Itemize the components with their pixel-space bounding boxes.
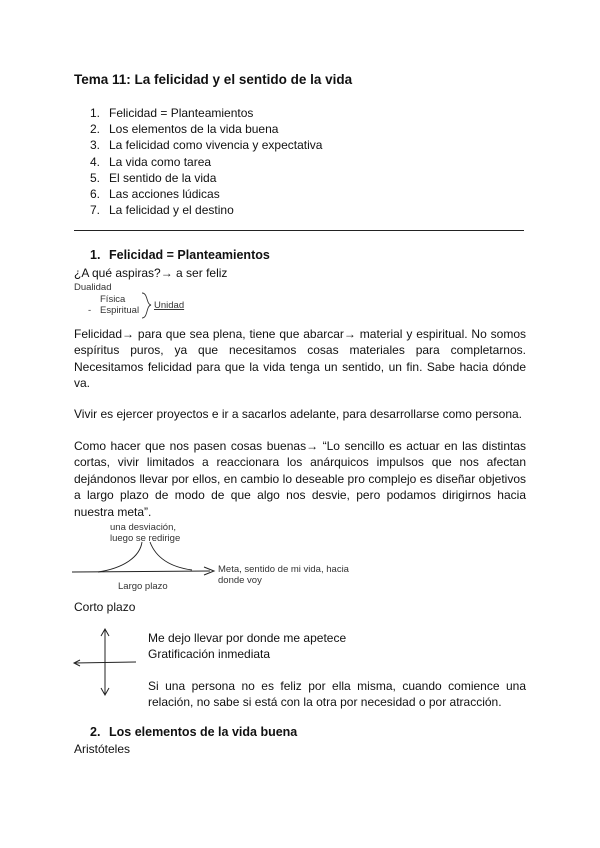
longterm-arrow-sketch bbox=[70, 540, 220, 582]
toc-item: 7. La felicidad y el destino bbox=[90, 203, 234, 218]
toc-item: 3. La felicidad como vivencia y expectativa bbox=[90, 138, 323, 153]
question-line: ¿A qué aspiras?→ a ser feliz bbox=[74, 266, 228, 280]
toc-item: 2. Los elementos de la vida buena bbox=[90, 122, 279, 137]
section-heading-2: 2. Los elementos de la vida buena bbox=[90, 725, 298, 739]
aristoteles-label: Aristóteles bbox=[74, 742, 131, 756]
corto-plazo-label: Corto plazo bbox=[74, 600, 136, 614]
paragraph-como-hacer: Como hacer que nos pasen cosas buenas→ “Lo sencillo es actuar en las distintas cortas, vivir limitados a reaccionara los anárquicos impulsos que nos afectan dejándonos llevar por ellos, en cambio lo deseable pro complejo es diseñar objetivos a largo plazo de modo de que algo nos desvie, pero podamos dirigirnos hacia nuestra meta”. bbox=[74, 439, 526, 519]
toc-item: 5. El sentido de la vida bbox=[90, 170, 217, 185]
diagram-label-fisica: Física bbox=[100, 294, 126, 305]
diagram-label-dualidad: Dualidad bbox=[74, 282, 112, 293]
diagram-dash: - bbox=[88, 305, 92, 316]
diagram-label-espiritual: Espiritual bbox=[100, 305, 140, 316]
cross-text-2: Gratificación inmediata bbox=[148, 647, 271, 661]
cross-arrows-sketch bbox=[70, 626, 140, 698]
diagram-label-unidad: Unidad bbox=[154, 300, 185, 311]
page-title: Tema 11: La felicidad y el sentido de la vida bbox=[74, 72, 353, 87]
toc-item: 6. Las acciones lúdicas bbox=[90, 187, 220, 202]
horizontal-divider bbox=[74, 230, 524, 231]
toc-item: 4. La vida como tarea bbox=[90, 154, 212, 169]
cross-text-1: Me dejo llevar por donde me apetece bbox=[148, 631, 347, 645]
sketch-label-meta-2: donde voy bbox=[218, 575, 262, 586]
sketch-label-desviacion-2: luego se redirige bbox=[110, 533, 181, 544]
toc-item: 1. Felicidad = Planteamientos bbox=[90, 106, 254, 120]
sketch-label-largo-plazo: Largo plazo bbox=[118, 581, 168, 592]
table-of-contents bbox=[90, 105, 322, 218]
paragraph-felicidad: Felicidad→ para que sea plena, tiene que abarcar→ material y espiritual. No somos espíritus puros, ya que necesitamos cosas materiales para completarnos. Necesitamos felicidad para que la vida tenga un sentido, un fin. Sabe hacia dónde va. bbox=[74, 327, 526, 391]
diagram-brace bbox=[140, 292, 154, 320]
paragraph-relacion: Si una persona no es feliz por ella misma, cuando comience una relación, no sabe si está con la otra por necesidad o por atracción. bbox=[148, 679, 526, 710]
sketch-label-desviacion-1: una desviación, bbox=[110, 522, 177, 533]
paragraph-vivir: Vivir es ejercer proyectos e ir a sacarlos adelante, para desarrollarse como persona. bbox=[74, 407, 522, 421]
sketch-label-meta-1: Meta, sentido de mi vida, hacia bbox=[218, 564, 349, 575]
section-heading-1: 1. Felicidad = Planteamientos bbox=[90, 248, 270, 262]
